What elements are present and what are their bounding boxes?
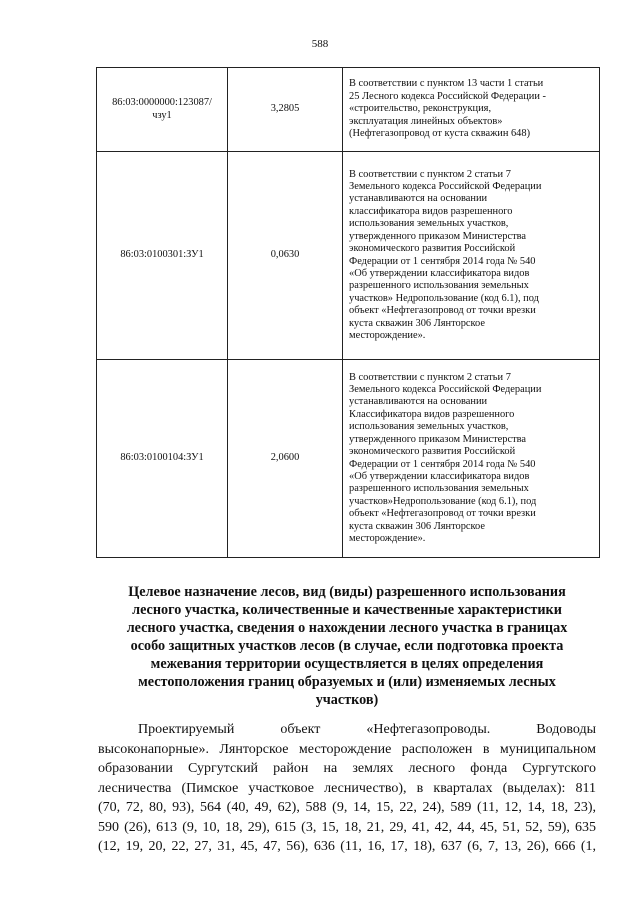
- body-paragraph: [98, 720, 596, 857]
- page-number: 588: [311, 38, 329, 50]
- paragraph-line: высоконапорные». Лянторское месторождение расположен в муниципальном: [98, 741, 596, 757]
- section-heading: Целевое назначение лесов, вид (виды) разрешенного использования лесного участка, количественные и качественные характеристики лесного участка, сведения о нахождении лесного участка в границах особо защитных участков лесов (в случае, если подготовка проекта межевания территории осуществляется в целях определения местоположения границ образуемых и (или) изменяемых лесных участков): [126, 584, 568, 708]
- legal-basis-cell: [343, 360, 600, 558]
- cadastral-number-cell: 86:03:0100301:ЗУ1: [97, 152, 228, 360]
- parcels-table: [96, 67, 600, 558]
- legal-basis-cell: [343, 68, 600, 152]
- legal-basis-text: В соответствии с пунктом 2 статьи 7 Земельного кодекса Российской Федерации устанавливаются на основании классификатора видов разрешенного использования земельных участков, утвержденного приказом Министерства экономического развития Российской Федерации от 1 сентября 2014 года № 540 «Об утверждении классификатора видов разрешенного использования земельных участков» Недропользование (код 6.1), под объект «Нефтегазопровод от точки врезки куста скважин 306 Лянторское месторождение».: [349, 168, 542, 341]
- legal-basis-cell: [343, 152, 600, 360]
- legal-basis-text: В соответствии с пунктом 13 части 1 статьи 25 Лесного кодекса Российской Федерации - «строительство, реконструкция, эксплуатация линейных объектов» (Нефтегазопровод от куста скважин 648): [349, 78, 546, 140]
- area-cell: 2,0600: [228, 360, 343, 558]
- paragraph-line: лесничества (Пимское участковое лесничество), в кварталах (выделах): 811: [98, 780, 596, 796]
- paragraph-line: образовании Сургутский район на землях лесного фонда Сургутского: [98, 761, 596, 776]
- cadastral-number-cell: 86:03:0000000:123087/ чзу1: [97, 68, 228, 152]
- paragraph-line: Проектируемый объект «Нефтегазопроводы. Водоводы: [138, 722, 596, 737]
- paragraph-line: (70, 72, 80, 93), 564 (40, 49, 62), 588 (9, 14, 15, 22, 24), 589 (11, 12, 14, 18, 23),: [98, 800, 596, 815]
- cadastral-number-cell: 86:03:0100104:ЗУ1: [97, 360, 228, 558]
- area-cell: 3,2805: [228, 68, 343, 152]
- area-cell: 0,0630: [228, 152, 343, 360]
- paragraph-line: (12, 19, 20, 22, 27, 31, 45, 47, 56), 636 (11, 16, 17, 18), 637 (6, 7, 13, 26), 666 (1,: [98, 839, 596, 854]
- legal-basis-text: В соответствии с пунктом 2 статьи 7 Земельного кодекса Российской Федерации устанавливаются на основании Классификатора видов разрешенного использования земельных участков, утвержденного приказом Министерства экономического развития Российской Федерации от 1 сентября 2014 года № 540 «Об утверждении классификатора видов разрешенного использования земельных участков»Недропользование (код 6.1), под объект «Нефтегазопровод от точки врезки куста скважин 306 Лянторское месторождение».: [349, 371, 542, 544]
- paragraph-line: 590 (26), 613 (9, 10, 18, 29), 615 (3, 15, 18, 21, 29, 41, 42, 44, 45, 51, 52, 59), 635: [98, 819, 596, 835]
- table-row: [97, 152, 600, 360]
- table-row: [97, 68, 600, 152]
- table-row: [97, 360, 600, 558]
